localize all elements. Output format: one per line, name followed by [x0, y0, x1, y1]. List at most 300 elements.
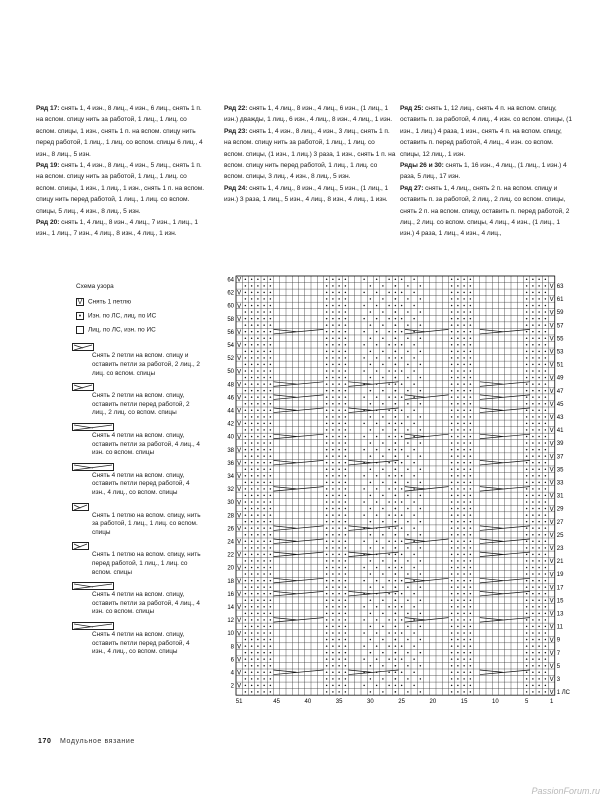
purl-dot: [332, 292, 333, 293]
purl-dot: [338, 606, 339, 607]
moss-dot: [382, 613, 383, 614]
purl-dot: [451, 357, 452, 358]
purl-dot: [345, 344, 346, 345]
moss-dot: [382, 521, 383, 523]
purl-dot: [263, 468, 264, 469]
purl-dot: [395, 423, 396, 424]
purl-dot: [257, 337, 258, 338]
purl-dot: [463, 665, 464, 667]
row-number-right: 9: [556, 637, 561, 644]
purl-dot: [245, 554, 246, 556]
purl-dot: [532, 613, 533, 614]
purl-dot: [457, 331, 458, 332]
purl-dot: [338, 613, 339, 614]
purl-dot: [345, 554, 346, 556]
purl-dot: [538, 560, 540, 562]
purl-dot: [457, 560, 458, 562]
purl-dot: [457, 429, 458, 430]
purl-dot: [338, 383, 339, 384]
moss-dot: [388, 331, 389, 332]
purl-dot: [526, 672, 528, 674]
purl-dot: [263, 678, 264, 679]
purl-dot: [270, 593, 271, 594]
purl-dot: [470, 560, 471, 562]
purl-dot: [470, 672, 471, 674]
purl-dot: [451, 455, 452, 456]
purl-dot: [245, 613, 246, 614]
purl-dot: [538, 632, 540, 634]
purl-dot: [326, 455, 327, 456]
purl-dot: [526, 645, 528, 647]
legend-cable-item: [76, 622, 204, 657]
purl-dot: [545, 475, 546, 476]
purl-dot: [538, 403, 540, 404]
purl-dot: [263, 436, 264, 437]
purl-dot: [470, 606, 471, 607]
purl-dot: [326, 488, 327, 489]
moss-dot: [407, 678, 408, 679]
purl-dot: [532, 488, 533, 489]
row-number-right: 47: [556, 388, 564, 395]
moss-dot: [388, 685, 389, 687]
purl-dot: [457, 403, 458, 404]
purl-dot: [470, 547, 471, 548]
legend-cable-item: [76, 383, 204, 418]
purl-dot: [470, 554, 471, 556]
moss-dot: [376, 436, 377, 437]
moss-dot: [388, 462, 389, 464]
moss-dot: [382, 691, 383, 693]
purl-dot: [451, 691, 452, 693]
purl-dot: [332, 645, 333, 647]
purl-dot: [270, 547, 271, 548]
moss-dot: [413, 658, 414, 660]
purl-dot: [451, 613, 452, 614]
purl-dot: [263, 449, 264, 450]
moss-dot: [395, 468, 396, 469]
purl-dot: [326, 410, 327, 411]
slip-stitch-mark: V: [549, 349, 554, 356]
purl-dot: [263, 672, 264, 674]
purl-dot: [245, 632, 246, 634]
purl-dot: [257, 606, 258, 607]
stitch-number: 35: [335, 699, 343, 706]
instruction-paragraph: [400, 160, 572, 183]
moss-dot: [407, 285, 408, 286]
purl-dot: [463, 599, 464, 600]
purl-dot: [326, 292, 327, 293]
purl-dot: [470, 305, 471, 306]
purl-dot: [463, 305, 464, 306]
moss-dot: [395, 495, 396, 496]
moss-dot: [420, 324, 421, 325]
row-number-left: 30: [227, 500, 235, 507]
purl-dot: [395, 344, 396, 345]
moss-dot: [363, 488, 364, 489]
purl-dot: [470, 475, 471, 476]
slip-stitch-mark: V: [549, 336, 554, 343]
purl-dot: [538, 357, 540, 358]
slip-stitch-mark: V: [237, 683, 242, 690]
purl-dot: [395, 554, 396, 556]
purl-dot: [332, 541, 333, 543]
stitch-number: 10: [492, 699, 499, 706]
purl-dot: [326, 311, 327, 312]
purl-dot: [251, 619, 252, 620]
purl-dot: [470, 383, 471, 384]
purl-dot: [345, 514, 346, 515]
moss-dot: [420, 416, 421, 417]
purl-dot: [326, 436, 327, 437]
moss-dot: [407, 390, 408, 391]
slip-stitch-mark: V: [237, 631, 242, 638]
purl-dot: [526, 685, 528, 687]
purl-dot: [245, 567, 246, 568]
purl-dot: [257, 541, 258, 543]
purl-dot: [463, 560, 464, 562]
purl-dot: [245, 396, 246, 397]
row-text: снять 1, 4 изн., 8 лиц., 4 изн., 6 лиц., снять 1 п. на вспом. спицу нить за работой, 1 лиц., 1 лиц. со вспом. спицы, 1 изн., снять 1 п. на вспом. спицу нить перед работой, 1 лиц., 1 лиц. со вспом. спицы 6 лиц., 4 изн., 8 лиц., 5 изн.: [36, 105, 203, 158]
purl-dot: [245, 298, 246, 299]
purl-dot: [526, 508, 528, 509]
purl-dot: [538, 639, 540, 640]
purl-dot: [257, 357, 258, 358]
purl-dot: [538, 514, 540, 515]
purl-dot: [257, 639, 258, 640]
moss-dot: [420, 521, 421, 523]
purl-dot: [545, 652, 546, 654]
purl-dot: [470, 534, 471, 536]
purl-dot: [545, 279, 546, 280]
purl-dot: [538, 285, 540, 286]
slip-stitch-mark: V: [237, 657, 242, 664]
purl-dot: [251, 632, 252, 634]
moss-dot: [363, 514, 364, 515]
purl-dot: [270, 508, 271, 509]
purl-dot: [470, 613, 471, 614]
row-number-right: 59: [556, 310, 564, 317]
purl-dot: [538, 324, 540, 325]
purl-dot: [538, 396, 540, 397]
purl-dot: [545, 573, 546, 574]
purl-dot: [257, 514, 258, 515]
purl-dot: [457, 475, 458, 476]
purl-dot: [338, 410, 339, 411]
purl-dot: [270, 468, 271, 469]
row-label: Ряд 24:: [224, 184, 248, 192]
purl-dot: [251, 482, 252, 483]
purl-dot: [326, 468, 327, 469]
purl-dot: [326, 423, 327, 424]
purl-dot: [338, 324, 339, 325]
purl-dot: [545, 527, 546, 529]
purl-dot: [538, 429, 540, 430]
purl-dot: [326, 351, 327, 352]
purl-dot: [457, 639, 458, 640]
moss-dot: [420, 337, 421, 338]
purl-dot: [257, 613, 258, 614]
purl-dot: [451, 351, 452, 352]
purl-dot: [470, 337, 471, 338]
slip-stitch-mark: V: [549, 585, 554, 592]
legend-item: [76, 298, 226, 307]
purl-dot: [538, 305, 540, 306]
purl-dot: [251, 305, 252, 306]
purl-dot: [338, 423, 339, 424]
purl-dot: [532, 619, 533, 620]
moss-dot: [413, 357, 414, 358]
purl-dot: [263, 658, 264, 660]
purl-dot: [545, 442, 546, 443]
purl-dot: [451, 364, 452, 365]
purl-dot: [457, 658, 458, 660]
moss-dot: [401, 370, 402, 371]
purl-dot: [270, 337, 271, 338]
purl-dot: [470, 292, 471, 293]
moss-dot: [388, 567, 389, 568]
purl-dot: [451, 495, 452, 496]
purl-dot: [326, 567, 327, 568]
moss-dot: [420, 455, 421, 456]
legend-text: Снять 4 петли на вспом. спицу, оставить петли перед работой, 4 изн., 4 лиц., со вспом. спицы: [92, 630, 190, 656]
purl-dot: [526, 396, 528, 397]
purl-dot: [338, 357, 339, 358]
row-label: Ряд 25:: [400, 105, 424, 112]
slip-stitch-mark: V: [237, 552, 242, 559]
purl-dot: [326, 632, 327, 634]
purl-dot: [470, 527, 471, 529]
purl-dot: [526, 619, 528, 620]
moss-dot: [420, 678, 421, 679]
slip-stitch-mark: V: [549, 690, 554, 697]
purl-dot: [263, 488, 264, 489]
legend-text: Снять 2 петли на вспом. спицу и оставить петли за работой, 2 лиц., 2 лиц. со вспом. спицы: [92, 352, 200, 377]
purl-dot: [470, 324, 471, 325]
purl-dot: [470, 501, 471, 502]
purl-dot: [332, 685, 333, 687]
purl-dot: [457, 449, 458, 450]
moss-dot: [395, 678, 396, 679]
legend-title: Схема узора: [76, 283, 114, 290]
moss-dot: [382, 678, 383, 679]
purl-dot: [451, 311, 452, 312]
purl-dot: [526, 416, 528, 417]
purl-dot: [545, 665, 546, 667]
purl-dot: [451, 396, 452, 397]
purl-dot: [395, 292, 396, 293]
moss-dot: [413, 527, 414, 529]
purl-dot: [451, 645, 452, 647]
purl-dot: [545, 337, 546, 338]
moss-dot: [376, 541, 377, 543]
purl-dot: [526, 383, 528, 384]
purl-dot: [532, 468, 533, 469]
purl-dot: [532, 691, 533, 693]
purl-dot: [263, 593, 264, 594]
moss-dot: [363, 619, 364, 620]
purl-dot: [470, 665, 471, 667]
purl-dot: [457, 410, 458, 411]
purl-dot: [538, 482, 540, 483]
purl-dot: [251, 410, 252, 411]
row-number-right: 31: [556, 493, 564, 500]
purl-dot: [451, 547, 452, 548]
moss-dot: [413, 383, 414, 384]
purl-dot: [526, 626, 528, 627]
purl-dot: [526, 337, 528, 338]
purl-dot: [263, 547, 264, 548]
purl-dot: [257, 554, 258, 556]
purl-dot: [251, 292, 252, 293]
moss-dot: [395, 573, 396, 574]
purl-dot: [470, 619, 471, 620]
purl-dot: [538, 351, 540, 352]
slip-stitch-mark: V: [237, 500, 242, 507]
purl-dot: [338, 658, 339, 660]
moss-dot: [370, 613, 371, 614]
row-number-right: 61: [556, 297, 564, 304]
purl-dot: [245, 599, 246, 600]
instructions-column-3: [400, 103, 572, 240]
purl-dot: [457, 344, 458, 345]
moss-dot: [407, 613, 408, 614]
purl-dot: [345, 429, 346, 430]
purl-dot: [538, 331, 540, 332]
moss-dot: [370, 429, 371, 430]
purl-dot: [457, 292, 458, 293]
purl-dot: [470, 370, 471, 371]
purl-dot: [245, 462, 246, 464]
purl-dot: [251, 527, 252, 529]
moss-dot: [401, 383, 402, 384]
purl-dot: [326, 645, 327, 647]
purl-dot: [470, 331, 471, 332]
purl-dot: [538, 298, 540, 299]
moss-dot: [413, 619, 414, 620]
purl-dot: [526, 344, 528, 345]
purl-dot: [245, 423, 246, 424]
row-number-left: 36: [227, 460, 235, 467]
purl-dot: [257, 370, 258, 371]
purl-dot: [338, 527, 339, 529]
purl-dot: [263, 665, 264, 667]
purl-dot: [532, 442, 533, 443]
cable-symbol-icon: [72, 542, 89, 550]
purl-dot: [395, 462, 396, 464]
moss-dot: [388, 396, 389, 397]
purl-dot: [545, 685, 546, 687]
moss-dot: [395, 429, 396, 430]
purl-dot: [326, 685, 327, 687]
purl-dot: [457, 508, 458, 509]
moss-dot: [420, 390, 421, 391]
cable-crossing: [405, 578, 449, 583]
purl-dot: [532, 423, 533, 424]
purl-dot: [545, 567, 546, 568]
purl-dot: [457, 416, 458, 417]
cable-crossing: [405, 395, 449, 400]
moss-dot: [395, 639, 396, 640]
purl-dot: [338, 619, 339, 620]
moss-dot: [395, 337, 396, 338]
slip-stitch-mark: V: [549, 375, 554, 382]
purl-dot: [457, 632, 458, 634]
moss-dot: [388, 645, 389, 647]
moss-dot: [376, 632, 377, 634]
purl-dot: [332, 527, 333, 529]
slip-stitch-mark: V: [549, 388, 554, 395]
purl-dot: [326, 580, 327, 581]
purl-dot: [338, 488, 339, 489]
purl-dot: [470, 396, 471, 397]
row-number-left: 20: [227, 565, 235, 572]
purl-dot: [338, 665, 339, 667]
purl-dot: [270, 665, 271, 667]
moss-dot: [363, 436, 364, 437]
purl-dot: [332, 423, 333, 424]
cable-crossing: [405, 487, 449, 492]
purl-dot: [345, 678, 346, 679]
row-number-right: 43: [556, 415, 564, 422]
purl-dot: [326, 442, 327, 443]
purl-dot: [457, 547, 458, 548]
moss-dot: [370, 573, 371, 574]
purl-dot: [332, 396, 333, 397]
purl-dot: [245, 488, 246, 489]
purl-dot: [451, 442, 452, 443]
footer-title: Модульное вязание: [60, 738, 135, 745]
moss-dot: [420, 311, 421, 312]
purl-dot: [545, 410, 546, 411]
purl-dot: [526, 357, 528, 358]
purl-dot: [251, 324, 252, 325]
moss-dot: [388, 632, 389, 634]
purl-dot: [526, 501, 528, 502]
purl-dot: [545, 495, 546, 496]
moss-dot: [382, 429, 383, 430]
purl-dot: [245, 495, 246, 496]
purl-dot: [457, 645, 458, 647]
purl-dot: [451, 626, 452, 627]
purl-dot: [345, 298, 346, 299]
moss-dot: [401, 344, 402, 345]
purl-dot: [470, 436, 471, 437]
purl-dot: [332, 658, 333, 660]
slip-stitch-mark: V: [549, 467, 554, 474]
purl-dot: [451, 586, 452, 587]
purl-dot: [532, 475, 533, 476]
moss-dot: [370, 377, 371, 378]
moss-dot: [363, 475, 364, 476]
purl-dot: [270, 377, 271, 378]
purl-dot: [257, 658, 258, 660]
purl-dot: [251, 508, 252, 509]
purl-dot: [457, 691, 458, 693]
purl-dot: [245, 547, 246, 548]
moss-dot: [370, 442, 371, 443]
slip-stitch-mark: V: [549, 664, 554, 671]
purl-dot: [345, 501, 346, 502]
purl-dot: [251, 658, 252, 660]
moss-dot: [395, 534, 396, 536]
purl-dot: [338, 547, 339, 548]
purl-dot: [332, 639, 333, 640]
moss-dot: [420, 652, 421, 654]
purl-dot: [270, 639, 271, 640]
moss-dot: [420, 691, 421, 693]
purl-dot: [338, 567, 339, 568]
row-number-left: 40: [227, 434, 235, 441]
